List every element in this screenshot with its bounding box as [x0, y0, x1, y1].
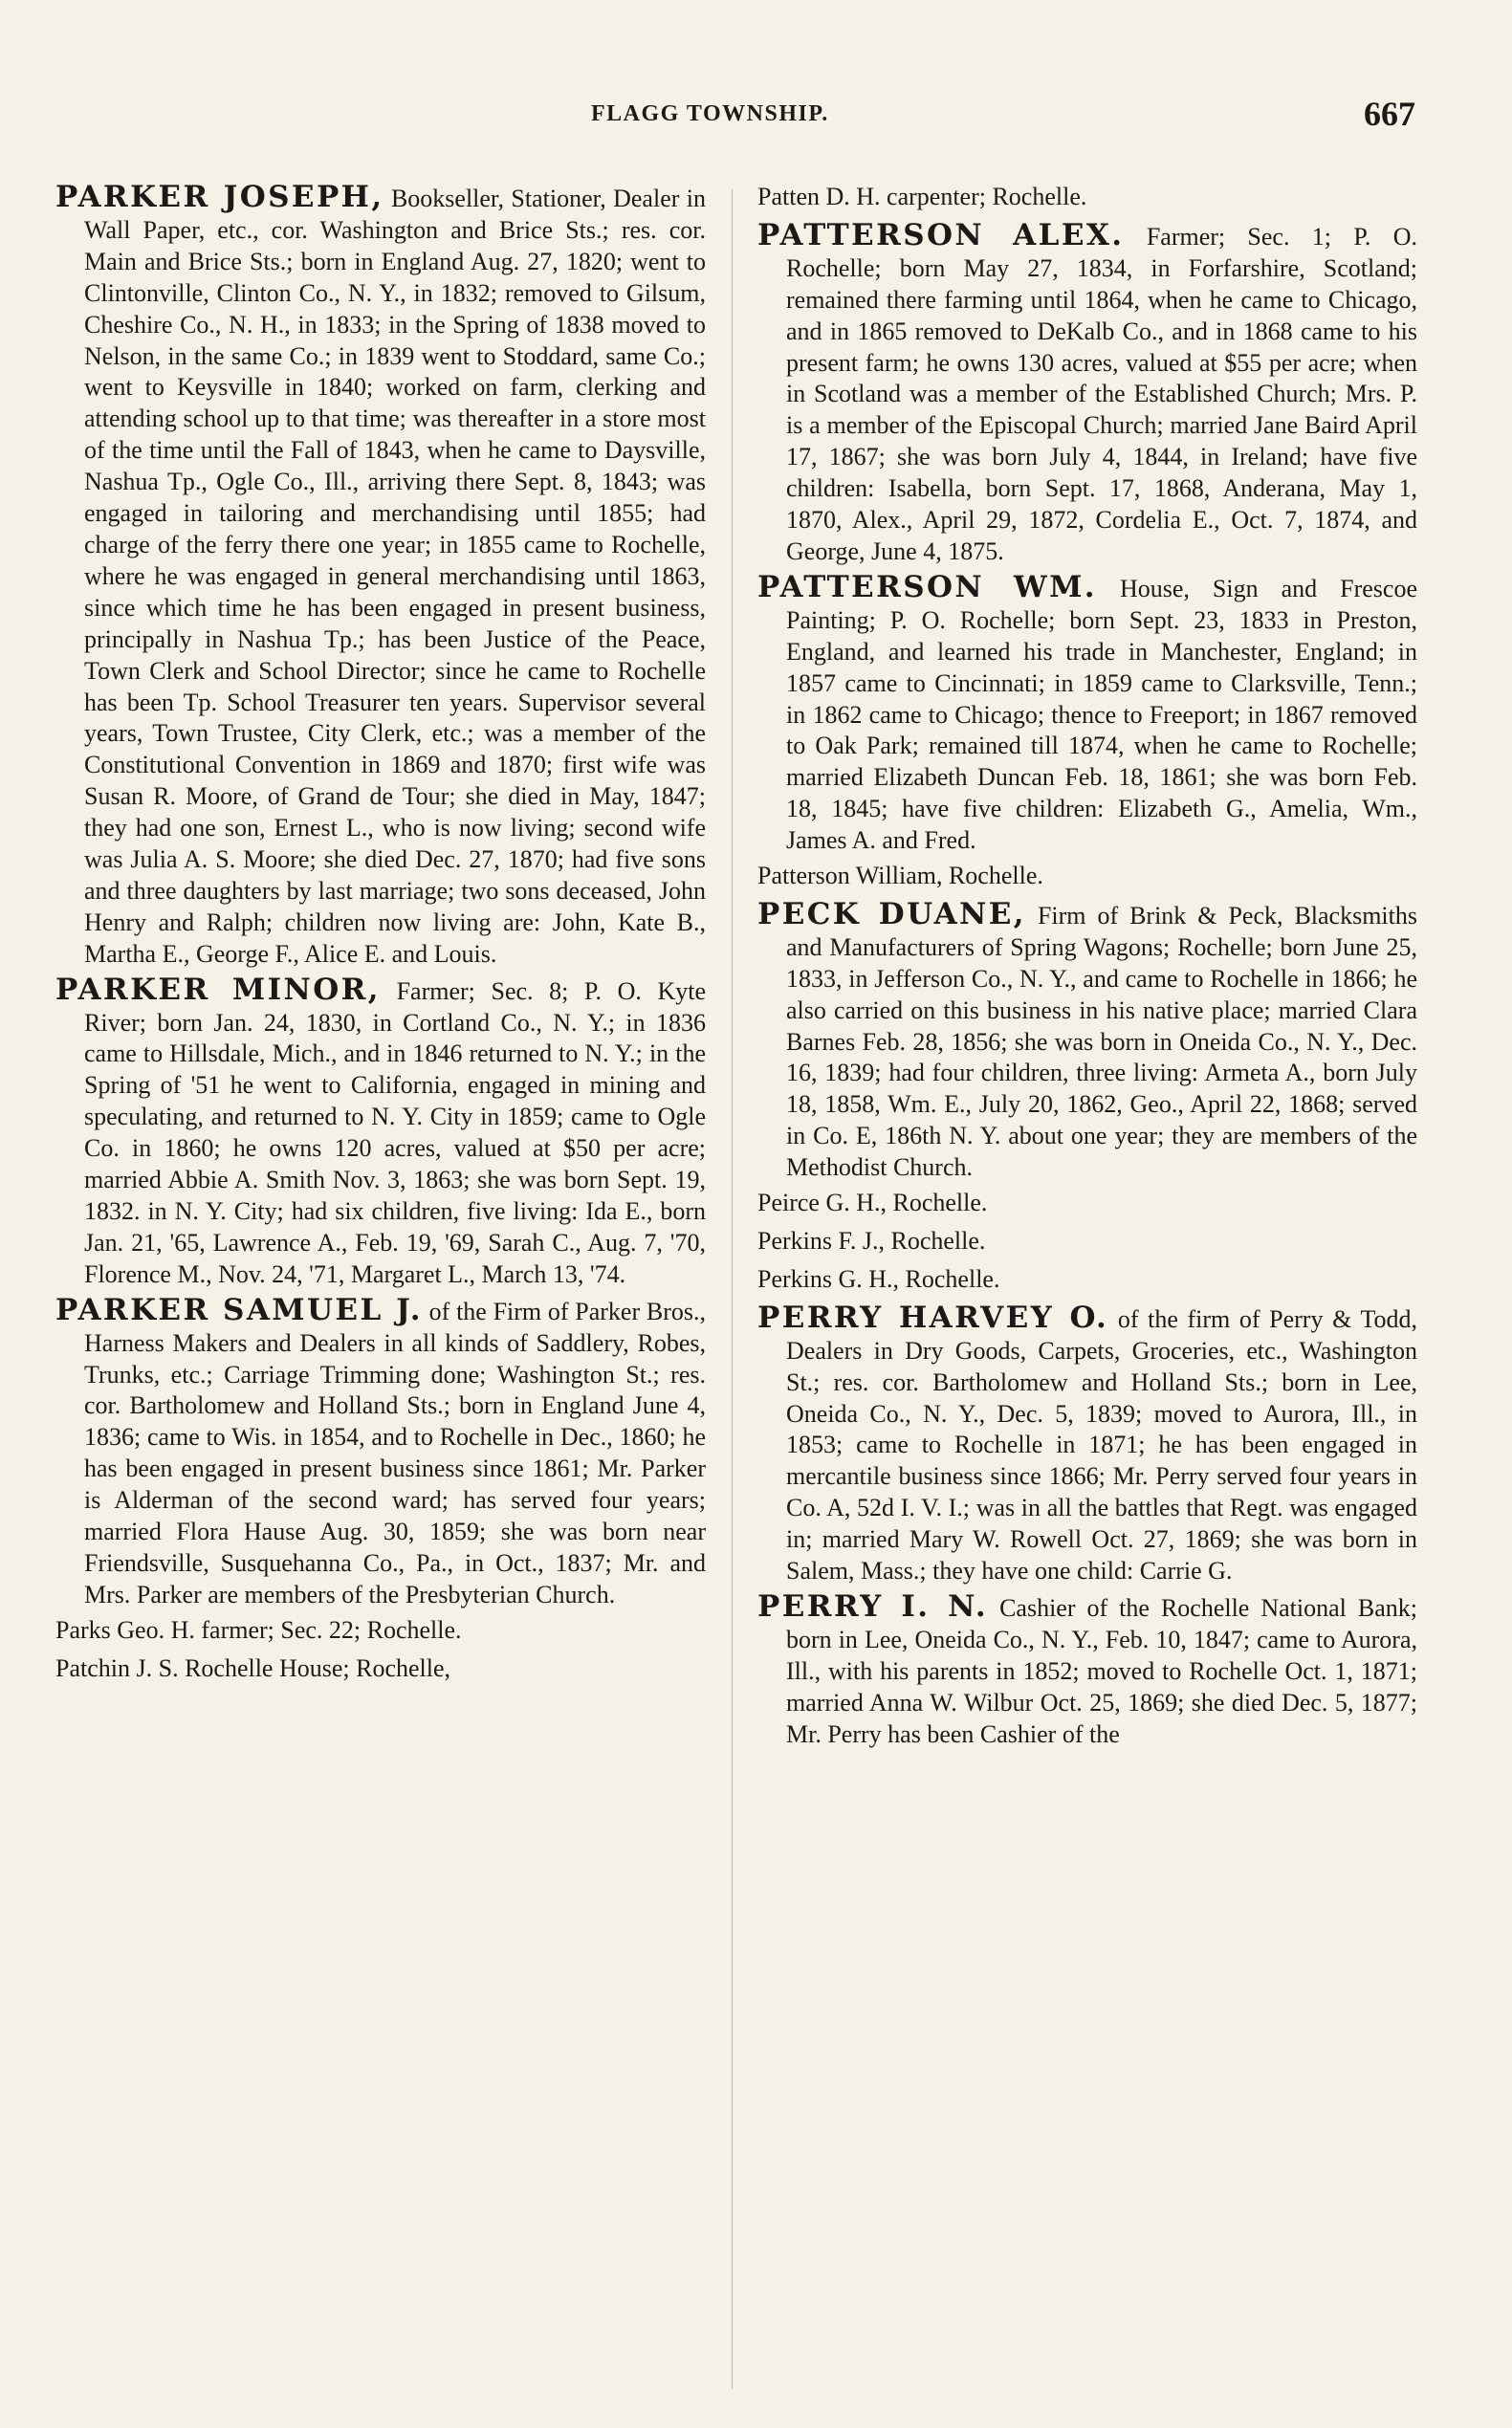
directory-entry — [757, 1588, 1417, 1751]
entry-name: PECK DUANE, — [757, 896, 1026, 931]
entry-name: PARKER MINOR, — [55, 972, 381, 1007]
entry-name: PERRY I. N. — [757, 1588, 989, 1624]
entry-name: PARKER JOSEPH, — [55, 180, 384, 214]
directory-entry — [757, 569, 1417, 857]
directory-entry — [757, 217, 1417, 568]
directory-entry — [757, 1302, 1417, 1587]
entry-text: House, Sign and Frescoe Painting; P. O. Rochelle; born Sept. 23, 1833 in Preston, England, and learned his trade in Manchester, England; in 1857 came to Cincinnati; in 1859 came to Clarksville, Tenn.; in 1862 came to Chicago; thence to Freeport; in 1867 removed to Oak Park; remained till 1874, when he came to Rochelle; married Elizabeth Duncan Feb. 18, 1861; she was born Feb. 18, 1845; have five children: Elizabeth G., Amelia, Wm., James A. and Fred. — [786, 574, 1417, 855]
short-entry: Patchin J. S. Rochelle House; Rochelle, — [55, 1653, 451, 1682]
page-number: 667 — [1364, 95, 1415, 133]
entry-name: PARKER SAMUEL J. — [55, 1292, 423, 1327]
running-title: FLAGG TOWNSHIP. — [591, 101, 829, 126]
short-entry: Parks Geo. H. farmer; Sec. 22; Rochelle. — [55, 1615, 462, 1644]
column-divider — [732, 189, 733, 2389]
directory-entry — [55, 1292, 706, 1611]
short-entry: Peirce G. H., Rochelle. — [757, 1189, 988, 1217]
short-entry: Patterson William, Rochelle. — [757, 862, 1043, 890]
left-column — [55, 182, 706, 1692]
entry-name: PATTERSON ALEX. — [757, 217, 1125, 252]
directory-entry — [55, 182, 706, 971]
directory-entry — [757, 896, 1417, 1184]
short-entry: Perkins G. H., Rochelle. — [757, 1264, 1000, 1293]
entry-text: Cashier of the Rochelle National Bank; born in Lee, Oneida Co., N. Y., Feb. 10, 1847; came to Aurora, Ill., with his parents in 1852; moved to Rochelle Oct. 1, 1871; married Anna W. Wilbur Oct. 25, 1869; she died Dec. 5, 1877; Mr. Perry has been Cashier of the — [786, 1593, 1417, 1748]
directory-entry — [55, 974, 706, 1291]
right-column — [757, 182, 1417, 1755]
entry-name: PERRY HARVEY O. — [757, 1300, 1109, 1335]
page-header — [57, 94, 1415, 142]
entry-name: PATTERSON WM. — [757, 569, 1097, 604]
entry-text: Firm of Brink & Peck, Blacksmiths and Manufacturers of Spring Wagons; Rochelle; born June 25, 1833, in Jefferson Co., N. Y., and came to Rochelle in 1866; he also carried on this business in his native place; married Clara Barnes Feb. 28, 1856; she was born in Oneida Co., N. Y., Dec. 16, 1839; had four children, three living: Armeta A., born July 18, 1858, Wm. E., July 20, 1862, Geo., April 22, 1868; served in Co. E, 186th N. Y. about one year; they are members of the Methodist Church. — [786, 901, 1417, 1182]
entry-text: Farmer; Sec. 1; P. O. Rochelle; born May 27, 1834, in Forfarshire, Scotland; remained there farming until 1864, when he came to Chicago, and in 1865 removed to DeKalb Co., and in 1868 came to his present farm; he owns 130 acres, valued at $55 per acre; when in Scotland was a member of the Established Church; Mrs. P. is a member of the Episcopal Church; married Jane Baird April 17, 1867; she was born July 4, 1844, in Ireland; have five children: Isabella, born Sept. 17, 1868, Anderana, May 1, 1870, Alex., April 29, 1872, Cordelia E., Oct. 7, 1874, and George, June 4, 1875. — [786, 222, 1417, 565]
short-entry: Perkins F. J., Rochelle. — [757, 1227, 986, 1255]
entry-text: Bookseller, Stationer, Dealer in Wall Paper, etc., cor. Washington and Brice Sts.; res. cor. Main and Brice Sts.; born in England Aug. 27, 1820; went to Clintonville, Clinton Co., N. Y., in 1832; removed to Gilsum, Cheshire Co., N. H., in 1833; in the Spring of 1838 moved to Nelson, in the same Co.; in 1839 went to Stoddard, same Co.; went to Keysville in 1840; worked on farm, clerking and attending school up to that time; was thereafter in a store most of the time until the Fall of 1843, when he came to Daysville, Nashua Tp., Ogle Co., Ill., arriving there Sept. 8, 1843; was engaged in tailoring and merchandising until 1855; had charge of the ferry there one year; in 1855 came to Rochelle, where he was engaged in general merchandising until 1863, since which time he has been engaged in present business, principally in Nashua Tp.; has been Justice of the Peace, Town Clerk and School Director; since he came to Rochelle has been Tp. School Treasurer ten years. Supervisor several years, Town Trustee, City Clerk, etc.; was a member of the Constitutional Convention in 1869 and 1870; first wife was Susan R. Moore, of Grand de Tour; she died in May, 1847; they had one son, Ernest L., who is now living; second wife was Julia A. S. Moore; she died Dec. 27, 1870; had five sons and three daughters by last marriage; two sons deceased, John Henry and Ralph; children now living are: John, Kate B., Martha E., George F., Alice E. and Louis. — [84, 185, 706, 968]
entry-text: of the Firm of Parker Bros., Harness Makers and Dealers in all kinds of Saddlery, Robes, Trunks, etc.; Carriage Trimming done; Washington St.; res. cor. Bartholomew and Holland Sts.; born in England June 4, 1836; came to Wis. in 1854, and to Rochelle in Dec., 1860; he has been engaged in present business since 1861; Mr. Parker is Alderman of the second ward; has served four years; married Flora Hause Aug. 30, 1859; she was born near Friendsville, Susquehanna Co., Pa., in Oct., 1837; Mr. and Mrs. Parker are members of the Presbyterian Church. — [84, 1297, 706, 1608]
short-entry: Patten D. H. carpenter; Rochelle. — [757, 183, 1087, 210]
entry-text: of the firm of Perry & Todd, Dealers in Dry Goods, Carpets, Groceries, etc., Washington St.; res. cor. Bartholomew and Holland Sts.; born in Lee, Oneida Co., N. Y., Dec. 5, 1839; moved to Aurora, Ill., in 1853; came to Rochelle in 1871; he has been engaged in mercantile business since 1866; Mr. Perry served four years in Co. A, 52d I. V. I.; was in all the battles that Regt. was engaged in; married Mary W. Rowell Oct. 27, 1869; she was born in Salem, Mass.; they have one child: Carrie G. — [786, 1304, 1418, 1586]
entry-text: Farmer; Sec. 8; P. O. Kyte River; born Jan. 24, 1830, in Cortland Co., N. Y.; in 1836 came to Hillsdale, Mich., and in 1846 returned to N. Y.; in the Spring of '51 he went to California, engaged in mining and speculating, and returned to N. Y. City in 1859; came to Ogle Co. in 1860; he owns 120 acres, valued at $50 per acre; married Abbie A. Smith Nov. 3, 1863; she was born Sept. 19, 1832. in N. Y. City; had six children, five living: Ida E., born Jan. 21, '65, Lawrence A., Feb. 19, '69, Sarah C., Aug. 7, '70, Florence M., Nov. 24, '71, Margaret L., March 13, '74. — [84, 976, 706, 1288]
